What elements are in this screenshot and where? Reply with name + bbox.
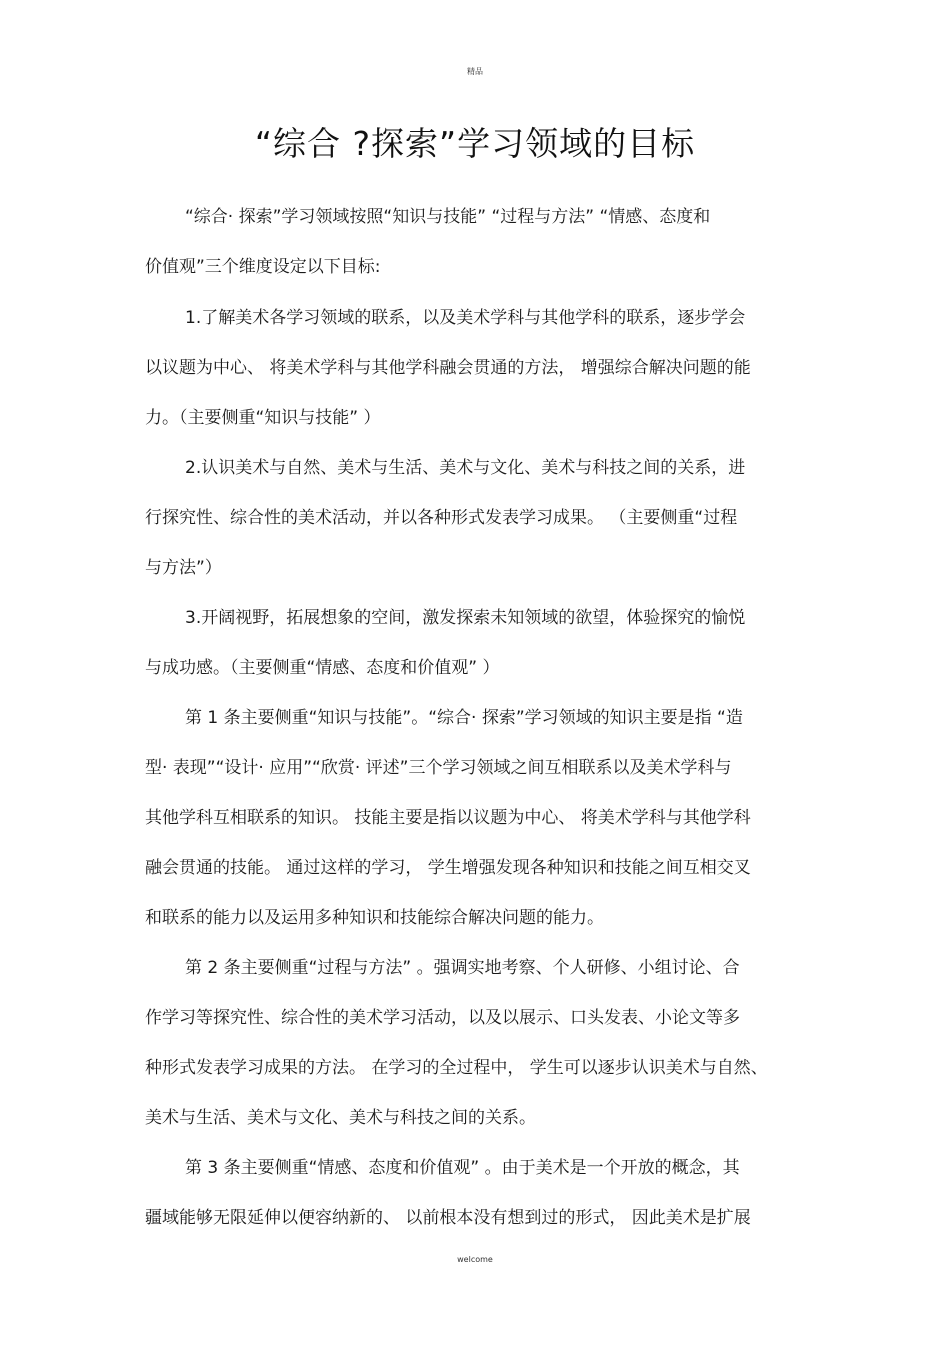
body-line: 美术与生活、美术与文化、美术与科技之间的关系。 — [145, 1108, 536, 1128]
body-line: 种形式发表学习成果的方法。 在学习的全过程中， 学生可以逐步认识美术与自然、 — [145, 1058, 768, 1078]
body-line: 融会贯通的技能。 通过这样的学习， 学生增强发现各种知识和技能之间互相交叉 — [145, 858, 751, 878]
body-line: 第 1 条主要侧重“知识与技能”。“综合· 探索”学习领域的知识主要是指 “造 — [185, 708, 743, 728]
body-line: 与成功感。（主要侧重“情感、态度和价值观” ） — [145, 658, 500, 678]
body-line: 第 3 条主要侧重“情感、态度和价值观” 。由于美术是一个开放的概念，其 — [185, 1158, 740, 1178]
body-line: 疆域能够无限延伸以便容纳新的、 以前根本没有想到过的形式， 因此美术是扩展 — [145, 1208, 751, 1228]
body-line: 1.了解美术各学习领域的联系，以及美术学科与其他学科的联系，逐步学会 — [185, 308, 746, 328]
header-watermark: 精品 — [467, 67, 483, 76]
body-line: 其他学科互相联系的知识。 技能主要是指以议题为中心、 将美术学科与其他学科 — [145, 808, 751, 828]
body-line: 和联系的能力以及运用多种知识和技能综合解决问题的能力。 — [145, 908, 604, 928]
body-line: 以议题为中心、 将美术学科与其他学科融会贯通的方法， 增强综合解决问题的能 — [145, 358, 751, 378]
body-line: 行探究性、综合性的美术活动，并以各种形式发表学习成果。 （主要侧重“过程 — [145, 508, 738, 528]
body-line: 第 2 条主要侧重“过程与方法” 。强调实地考察、个人研修、小组讨论、合 — [185, 958, 740, 978]
body-line: 力。（主要侧重“知识与技能” ） — [145, 408, 381, 428]
body-line: 型· 表现”“设计· 应用”“欣赏· 评述”三个学习领域之间互相联系以及美术学科与 — [145, 758, 732, 778]
page-title: “综合 ?探索”学习领域的目标 — [254, 124, 696, 163]
body-line: 价值观”三个维度设定以下目标: — [145, 257, 381, 277]
body-line: 作学习等探究性、综合性的美术学习活动，以及以展示、口头发表、小论文等多 — [145, 1008, 740, 1028]
body-line: “综合· 探索”学习领域按照“知识与技能” “过程与方法” “情感、态度和 — [185, 207, 711, 227]
footer-watermark: welcome — [457, 1255, 493, 1264]
body-line: 与方法”） — [145, 558, 222, 578]
body-line: 3.开阔视野，拓展想象的空间，激发探索未知领域的欲望，体验探究的愉悦 — [185, 608, 746, 628]
body-line: 2.认识美术与自然、美术与生活、美术与文化、美术与科技之间的关系，进 — [185, 458, 746, 478]
